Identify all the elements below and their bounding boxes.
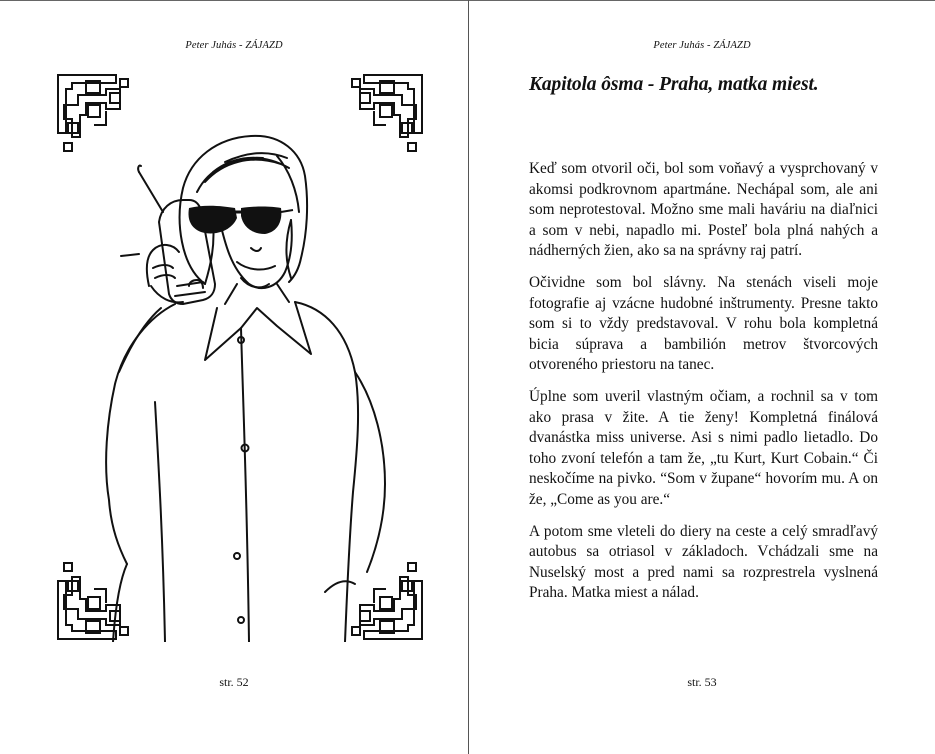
ornament-bottom-right-icon	[352, 563, 422, 639]
paragraph: Keď som otvoril oči, bol som voňavý a vysprchovaný v akomsi podkrovnom apartmáne. Nechápal som, ale ani som neprotestoval. Možno sme mali haváriu na diaľnici a som v nebi, napadlo mi. Posteľ bola plná nahých a nádherných žien, ako sa na správny raj patrí.	[529, 160, 878, 260]
left-page-number: str. 52	[219, 675, 249, 689]
right-running-head: Peter Juhás - ZÁJAZD	[653, 40, 751, 51]
paragraph: Očividne som bol slávny. Na stenách viseli moje fotografie aj vzácne hudobné inštrumenty. Presne takto som si to vždy predstavoval. V rohu bola kompletná bicia súprava a bambilión metrov štvorcových otvoreného priestoru na tanec.	[529, 273, 878, 374]
chapter-body	[529, 159, 878, 615]
right-page-number: str. 53	[687, 675, 717, 689]
paragraph: Úplne som uveril vlastným očiam, a rochnil sa v tom ako prasa v žite. A tie ženy! Kompletná finálová dvanástka miss universe. Asi s nimi padlo lietadlo. Do toho zvoní telefón a tam že, „tu Kurt, Kurt Cobain.“ Či neskočíme na pivko. “Som v župane“ hovorím mu. A on že, „Come as you are.“	[529, 387, 878, 508]
left-running-head: Peter Juhás - ZÁJAZD	[185, 40, 283, 51]
paragraph: A potom sme vleteli do diery na ceste a celý smradľavý autobus sa otriasol v základoch. Vchádzali sme na Nuselský most a pred nami sa rozprestrela vyslnená Praha. Matka miest a nálad.	[529, 522, 878, 602]
right-page	[469, 0, 935, 754]
sunglasses-icon	[189, 206, 294, 234]
chapter-title: Kapitola ôsma - Praha, matka miest.	[529, 74, 819, 95]
ornament-top-left-icon	[58, 75, 128, 151]
man-with-phone-illustration	[55, 72, 425, 642]
ornament-top-right-icon	[352, 75, 422, 151]
